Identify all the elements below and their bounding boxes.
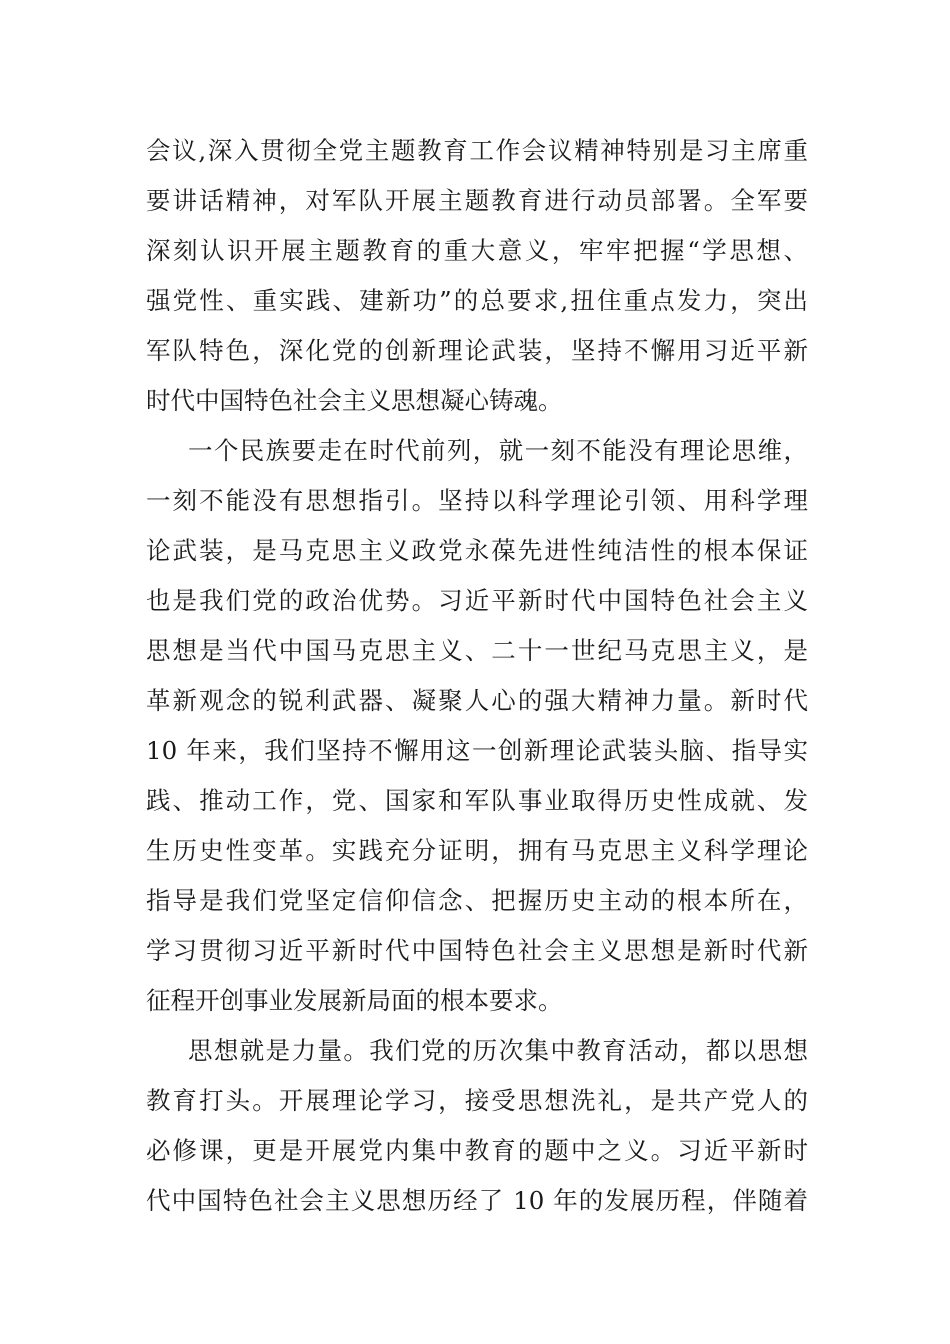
text-line: 军队特色，深化党的创新理论武装，坚持不懈用习近平新 xyxy=(146,336,808,365)
paragraph-2 xyxy=(146,426,808,1026)
text-line: 指导是我们党坚定信仰信念、把握历史主动的根本所在， xyxy=(146,886,808,915)
body-text xyxy=(146,126,808,1226)
text-line: 深刻认识开展主题教育的重大意义，牢牢把握“学思想、 xyxy=(146,236,808,265)
text-line: 10 年来，我们坚持不懈用这一创新理论武装头脑、指导实 xyxy=(146,736,808,765)
text-line: 会议,深入贯彻全党主题教育工作会议精神特别是习主席重 xyxy=(146,136,808,165)
text-line: 思想就是力量。我们党的历次集中教育活动，都以思想 xyxy=(188,1036,808,1065)
text-line: 革新观念的锐利武器、凝聚人心的强大精神力量。新时代 xyxy=(146,686,808,715)
text-line: 也是我们党的政治优势。习近平新时代中国特色社会主义 xyxy=(146,586,808,615)
text-line: 代中国特色社会主义思想历经了 10 年的发展历程，伴随着 xyxy=(146,1186,808,1215)
paragraph-1 xyxy=(146,126,808,426)
text-line: 时代中国特色社会主义思想凝心铸魂。 xyxy=(146,386,563,415)
paragraph-3 xyxy=(146,1026,808,1226)
text-line: 必修课，更是开展党内集中教育的题中之义。习近平新时 xyxy=(146,1136,808,1165)
text-line: 强党性、重实践、建新功”的总要求,扭住重点发力，突出 xyxy=(146,286,808,315)
text-line: 学习贯彻习近平新时代中国特色社会主义思想是新时代新 xyxy=(146,936,808,965)
text-line: 一刻不能没有思想指引。坚持以科学理论引领、用科学理 xyxy=(146,486,808,515)
text-line: 征程开创事业发展新局面的根本要求。 xyxy=(146,986,563,1015)
text-line: 教育打头。开展理论学习，接受思想洗礼，是共产党人的 xyxy=(146,1086,808,1115)
text-line: 一个民族要走在时代前列，就一刻不能没有理论思维， xyxy=(188,436,808,465)
text-line: 践、推动工作，党、国家和军队事业取得历史性成就、发 xyxy=(146,786,808,815)
text-line: 要讲话精神，对军队开展主题教育进行动员部署。全军要 xyxy=(146,186,808,215)
text-line: 论武装，是马克思主义政党永葆先进性纯洁性的根本保证 xyxy=(146,536,808,565)
text-line: 生历史性变革。实践充分证明，拥有马克思主义科学理论 xyxy=(146,836,808,865)
text-line: 思想是当代中国马克思主义、二十一世纪马克思主义，是 xyxy=(146,636,808,665)
